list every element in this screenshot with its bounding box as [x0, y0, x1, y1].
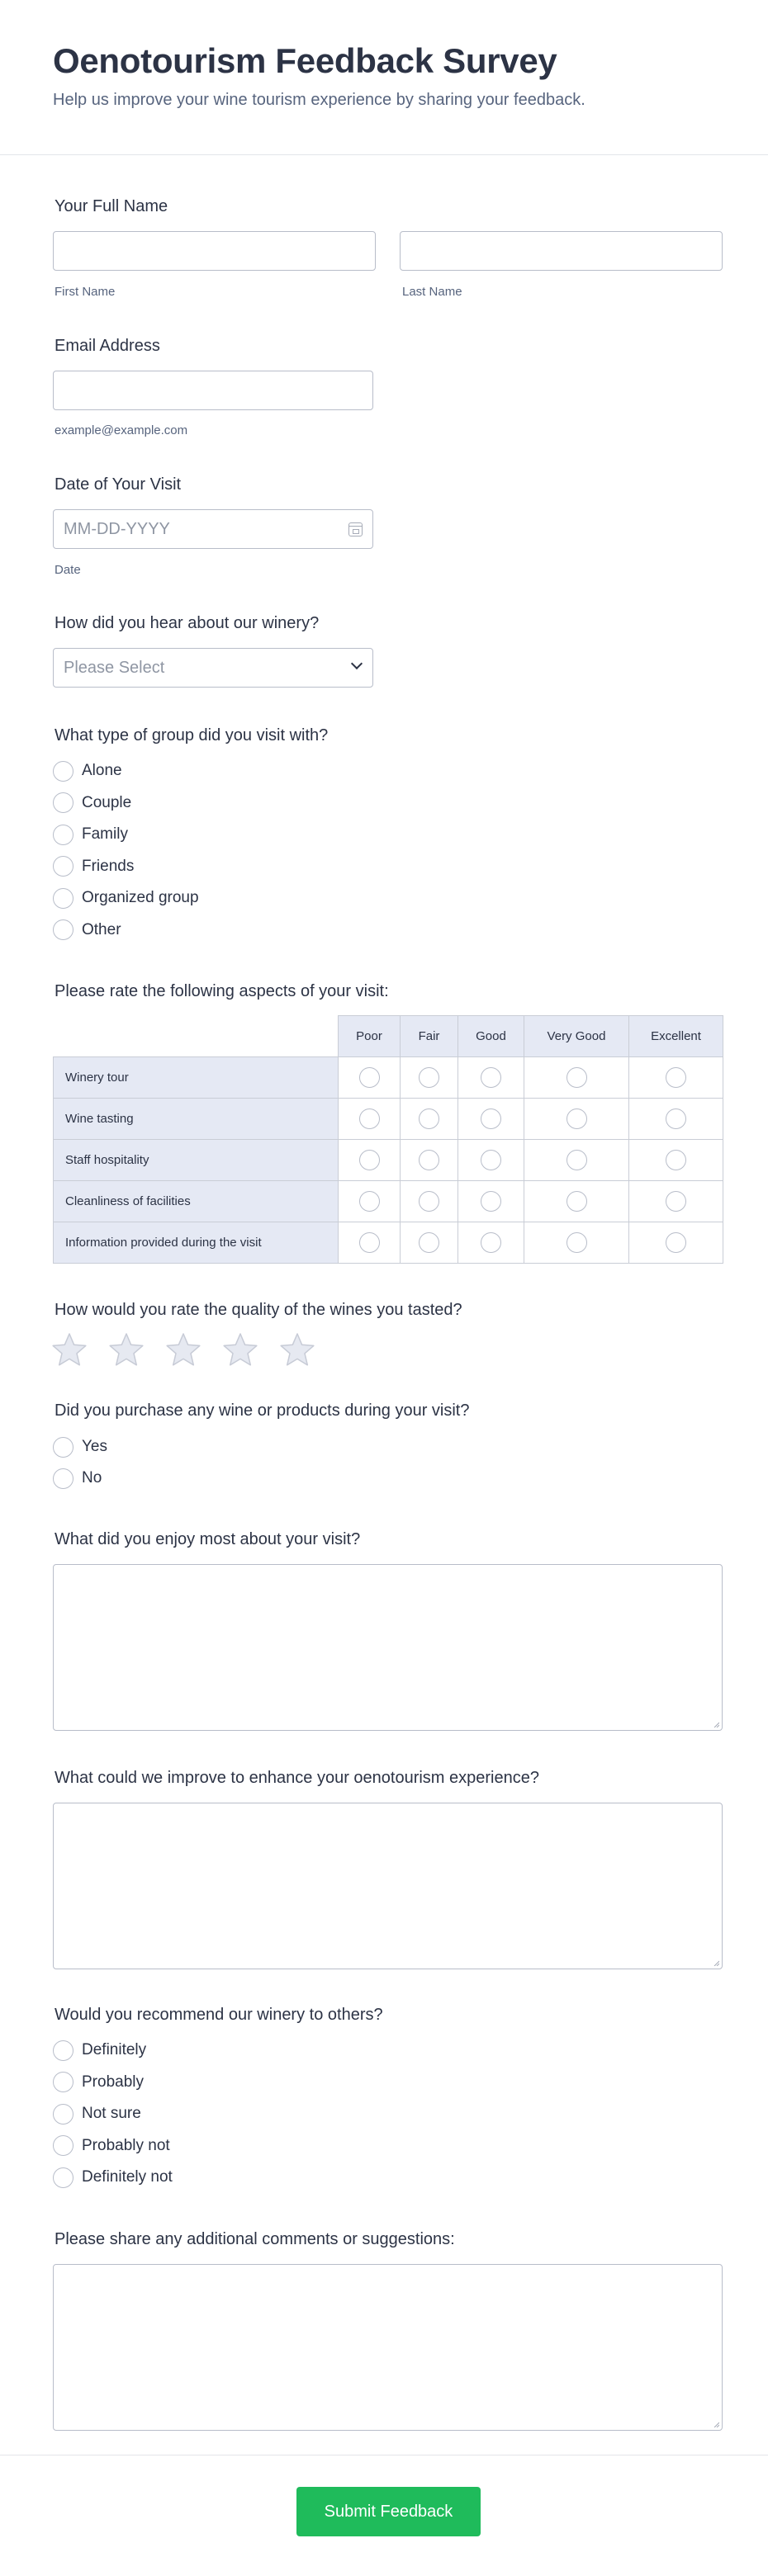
matrix-cell: [338, 1180, 401, 1222]
matrix-row-label: Cleanliness of facilities: [53, 1180, 339, 1222]
full-name-label: Your Full Name: [55, 197, 168, 215]
matrix-radio[interactable]: [481, 1150, 501, 1170]
matrix-radio[interactable]: [567, 1232, 587, 1253]
recommend-option-label: Probably: [82, 2073, 144, 2091]
page-subtitle: Help us improve your wine tourism experience by sharing your feedback.: [53, 91, 585, 109]
heard-about-placeholder: Please Select: [64, 659, 165, 677]
form-header: [0, 0, 768, 155]
matrix-cell: [400, 1056, 458, 1099]
group-type-option-label: Alone: [82, 762, 122, 779]
enjoy-most-label: What did you enjoy most about your visit?: [55, 1530, 361, 1548]
matrix-column-header: Fair: [400, 1015, 458, 1057]
purchase-option[interactable]: [53, 1468, 102, 1489]
submit-button[interactable]: Submit Feedback: [296, 2487, 481, 2536]
matrix-radio[interactable]: [419, 1067, 439, 1088]
matrix-cell: [457, 1056, 524, 1099]
page-title: Oenotourism Feedback Survey: [53, 41, 557, 80]
matrix-radio[interactable]: [419, 1150, 439, 1170]
recommend-option[interactable]: [53, 2040, 146, 2061]
purchase-option[interactable]: [53, 1436, 107, 1458]
recommend-option[interactable]: [53, 2103, 141, 2125]
matrix-column-header: Good: [457, 1015, 524, 1057]
matrix-column-header: Poor: [338, 1015, 401, 1057]
rating-matrix: [53, 1015, 723, 1263]
matrix-radio[interactable]: [666, 1191, 686, 1212]
star-icon[interactable]: [222, 1332, 258, 1367]
matrix-cell: [524, 1139, 629, 1181]
improve-label: What could we improve to enhance your oenotourism experience?: [55, 1769, 539, 1787]
matrix-cell: [628, 1222, 723, 1264]
matrix-radio[interactable]: [481, 1108, 501, 1129]
purchase-radio[interactable]: [53, 1437, 73, 1458]
matrix-radio[interactable]: [419, 1108, 439, 1129]
matrix-column-header: Excellent: [628, 1015, 723, 1057]
matrix-radio[interactable]: [567, 1067, 587, 1088]
matrix-cell: [628, 1139, 723, 1181]
calendar-icon[interactable]: [348, 522, 363, 536]
matrix-radio[interactable]: [666, 1067, 686, 1088]
last-name-input[interactable]: [400, 231, 723, 271]
recommend-option-label: Definitely not: [82, 2168, 173, 2186]
group-type-option-label: Family: [82, 825, 128, 843]
matrix-cell: [457, 1139, 524, 1181]
wine-quality-label: How would you rate the quality of the wines you tasted?: [55, 1301, 462, 1319]
improve-textarea[interactable]: [53, 1803, 723, 1969]
email-label: Email Address: [55, 337, 160, 355]
recommend-radio[interactable]: [53, 2040, 73, 2061]
matrix-radio[interactable]: [666, 1150, 686, 1170]
visit-date-sublabel: Date: [55, 563, 81, 577]
star-icon[interactable]: [279, 1332, 315, 1367]
recommend-radio[interactable]: [53, 2104, 73, 2125]
matrix-row-label: Wine tasting: [53, 1098, 339, 1140]
matrix-radio[interactable]: [567, 1150, 587, 1170]
comments-label: Please share any additional comments or suggestions:: [55, 2230, 455, 2248]
matrix-radio[interactable]: [359, 1067, 380, 1088]
matrix-cell: [524, 1056, 629, 1099]
matrix-radio[interactable]: [419, 1232, 439, 1253]
visit-date-label: Date of Your Visit: [55, 475, 182, 494]
visit-date-placeholder: MM-DD-YYYY: [64, 520, 170, 538]
rating-matrix-label: Please rate the following aspects of your visit:: [55, 982, 389, 1000]
recommend-option[interactable]: [53, 2167, 173, 2188]
matrix-column-header: Very Good: [524, 1015, 629, 1057]
group-type-option[interactable]: [53, 887, 199, 909]
group-type-radio[interactable]: [53, 919, 73, 940]
group-type-option-label: Other: [82, 920, 121, 938]
matrix-cell: [628, 1180, 723, 1222]
first-name-sublabel: First Name: [55, 285, 116, 299]
recommend-option-label: Probably not: [82, 2136, 170, 2154]
group-type-radio[interactable]: [53, 888, 73, 909]
purchase-option-label: Yes: [82, 1438, 107, 1455]
group-type-radio[interactable]: [53, 761, 73, 782]
matrix-radio[interactable]: [359, 1150, 380, 1170]
visit-date-input[interactable]: [53, 509, 373, 549]
matrix-cell: [400, 1222, 458, 1264]
matrix-cell: [524, 1098, 629, 1140]
group-type-option[interactable]: [53, 824, 128, 845]
matrix-cell: [457, 1222, 524, 1264]
group-type-option-label: Organized group: [82, 889, 199, 906]
matrix-row-label: Information provided during the visit: [53, 1222, 339, 1264]
group-type-option-label: Friends: [82, 857, 135, 875]
matrix-radio[interactable]: [359, 1191, 380, 1212]
resize-handle-icon[interactable]: [713, 1959, 719, 1966]
last-name-sublabel: Last Name: [402, 285, 462, 299]
matrix-cell: [400, 1180, 458, 1222]
recommend-option-label: Not sure: [82, 2105, 141, 2122]
matrix-radio[interactable]: [359, 1108, 380, 1129]
recommend-label: Would you recommend our winery to others?: [55, 2006, 383, 2024]
matrix-row-label: Staff hospitality: [53, 1139, 339, 1181]
email-sublabel: example@example.com: [55, 423, 188, 437]
matrix-radio[interactable]: [666, 1108, 686, 1129]
enjoy-most-textarea[interactable]: [53, 1564, 723, 1731]
recommend-radio[interactable]: [53, 2135, 73, 2156]
group-type-radio[interactable]: [53, 856, 73, 877]
matrix-radio[interactable]: [359, 1232, 380, 1253]
matrix-radio[interactable]: [567, 1108, 587, 1129]
matrix-cell: [338, 1222, 401, 1264]
group-type-radio[interactable]: [53, 825, 73, 845]
matrix-radio[interactable]: [481, 1191, 501, 1212]
heard-about-select[interactable]: [53, 648, 373, 688]
matrix-radio[interactable]: [419, 1191, 439, 1212]
matrix-row-label: Winery tour: [53, 1056, 339, 1099]
recommend-option-label: Definitely: [82, 2041, 147, 2058]
recommend-radio[interactable]: [53, 2072, 73, 2092]
group-type-label: What type of group did you visit with?: [55, 726, 329, 744]
group-type-option[interactable]: [53, 792, 131, 814]
matrix-cell: [524, 1180, 629, 1222]
heard-about-label: How did you hear about our winery?: [55, 614, 320, 632]
matrix-radio[interactable]: [481, 1067, 501, 1088]
purchase-radio[interactable]: [53, 1468, 73, 1489]
purchase-option-label: No: [82, 1469, 102, 1487]
matrix-cell: [628, 1056, 723, 1099]
group-type-option[interactable]: [53, 856, 134, 877]
purchase-label: Did you purchase any wine or products during your visit?: [55, 1401, 470, 1420]
matrix-radio[interactable]: [567, 1191, 587, 1212]
star-icon[interactable]: [165, 1332, 201, 1367]
chevron-down-icon: [351, 658, 363, 669]
group-type-option[interactable]: [53, 760, 122, 782]
matrix-cell: [400, 1098, 458, 1140]
matrix-cell: [457, 1180, 524, 1222]
matrix-cell: [338, 1139, 401, 1181]
resize-handle-icon[interactable]: [713, 2421, 719, 2427]
email-input[interactable]: [53, 371, 373, 410]
matrix-radio[interactable]: [666, 1232, 686, 1253]
first-name-input[interactable]: [53, 231, 376, 271]
matrix-radio[interactable]: [481, 1232, 501, 1253]
resize-handle-icon[interactable]: [713, 1721, 719, 1728]
matrix-cell: [400, 1139, 458, 1181]
recommend-option[interactable]: [53, 2135, 170, 2157]
comments-textarea[interactable]: [53, 2264, 723, 2431]
group-type-radio[interactable]: [53, 792, 73, 813]
group-type-option[interactable]: [53, 919, 121, 941]
recommend-radio[interactable]: [53, 2167, 73, 2188]
star-icon[interactable]: [108, 1332, 145, 1367]
matrix-cell: [628, 1098, 723, 1140]
recommend-option[interactable]: [53, 2072, 144, 2093]
matrix-cell: [338, 1098, 401, 1140]
matrix-cell: [524, 1222, 629, 1264]
star-icon[interactable]: [51, 1332, 88, 1367]
matrix-cell: [338, 1056, 401, 1099]
matrix-cell: [457, 1098, 524, 1140]
group-type-option-label: Couple: [82, 793, 132, 811]
